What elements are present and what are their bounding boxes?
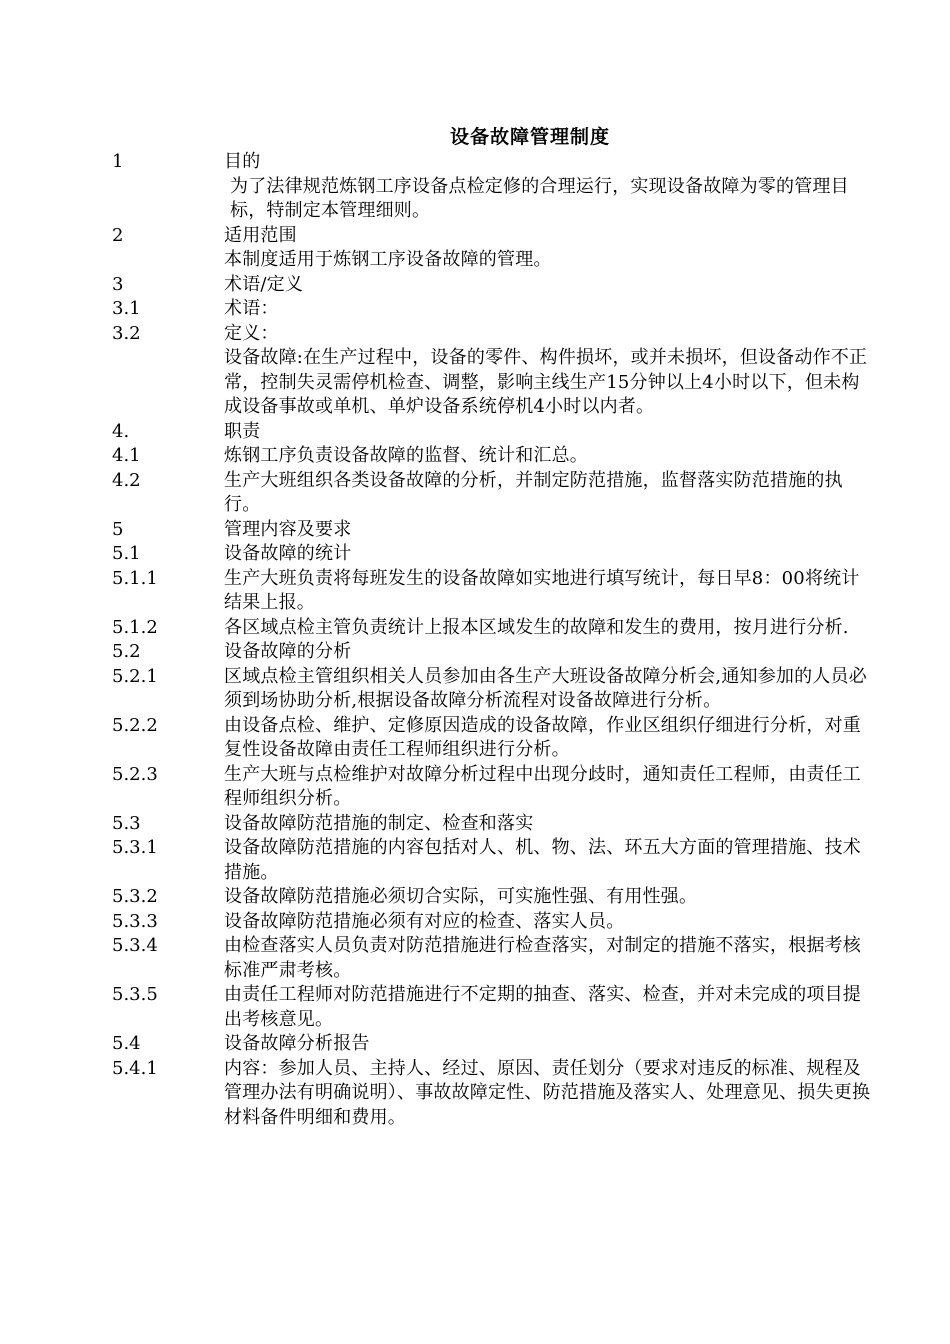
section-number: 5.1 xyxy=(112,543,141,564)
section-text: 适用范围 xyxy=(224,224,297,246)
section-row xyxy=(112,836,872,885)
section-text: 本制度适用于炼钢工序设备故障的管理。 xyxy=(224,249,552,270)
section-row xyxy=(112,763,872,812)
section-text: 目的 xyxy=(224,151,261,172)
section-number: 5.1.1 xyxy=(112,567,158,589)
section-text: 职责 xyxy=(224,420,261,442)
section-text: 由责任工程师对防范措施进行不定期的抽查、落实、检查，并对未完成的项目提出考核意见。 xyxy=(224,984,861,1030)
section-row xyxy=(112,420,872,445)
section-text: 设备故障的分析 xyxy=(224,641,352,662)
section-row xyxy=(112,444,872,469)
section-row xyxy=(112,983,872,1032)
section-text: 设备故障防范措施必须有对应的检查、落实人员。 xyxy=(224,910,625,932)
section-number: 5.2.2 xyxy=(112,714,158,736)
section-row xyxy=(112,248,872,273)
section-text: 设备故障防范措施的制定、检查和落实 xyxy=(224,812,534,834)
section-number: 1 xyxy=(112,151,124,172)
section-number: 5.2.3 xyxy=(112,763,158,785)
section-text: 管理内容及要求 xyxy=(224,518,352,540)
section-row xyxy=(112,1057,872,1131)
section-row xyxy=(112,175,872,224)
section-number: 3 xyxy=(112,273,124,295)
section-row xyxy=(112,322,872,347)
section-text: 设备故障防范措施必须切合实际，可实施性强、有用性强。 xyxy=(224,886,698,907)
section-row xyxy=(112,346,872,420)
section-number: 5.2 xyxy=(112,641,141,662)
section-row xyxy=(112,812,872,837)
section-row xyxy=(112,297,872,322)
section-number: 5.3.4 xyxy=(112,935,158,956)
section-number: 5.3.5 xyxy=(112,984,158,1005)
section-text: 区域点检主管组织相关人员参加由各生产大班设备故障分析会,通知参加的人员必须到场协助分析,根据设备故障分析流程对设备故障进行分析。 xyxy=(224,665,867,711)
section-text: 炼钢工序负责设备故障的监督、统计和汇总。 xyxy=(224,445,588,466)
section-row xyxy=(112,885,872,910)
section-number: 3.1 xyxy=(112,298,141,319)
section-text: 设备故障分析报告 xyxy=(224,1033,370,1054)
section-number: 5.3 xyxy=(112,812,141,834)
section-text: 术语： xyxy=(224,298,279,319)
section-text: 生产大班组织各类设备故障的分析，并制定防范措施，监督落实防范措施的执行。 xyxy=(224,469,843,515)
section-number: 4.1 xyxy=(112,445,141,466)
section-row xyxy=(112,910,872,935)
section-text: 设备故障:在生产过程中，设备的零件、构件损坏，或并未损坏，但设备动作不正常，控制失灵需停机检查、调整，影响主线生产15分钟以上4小时以下，但未构成设备事故或单机、单炉设备系统停机4小时以内者。 xyxy=(224,347,868,417)
section-number: 5.3.2 xyxy=(112,886,158,907)
section-row xyxy=(112,518,872,543)
section-text: 内容：参加人员、主持人、经过、原因、责任划分（要求对违反的标准、规程及管理办法有明确说明）、事故故障定性、防范措施及落实人、处理意见、损失更换材料备件明细和费用。 xyxy=(224,1057,871,1128)
section-row xyxy=(112,567,872,616)
section-number: 3.2 xyxy=(112,322,141,344)
section-text: 由设备点检、维护、定修原因造成的设备故障，作业区组织仔细进行分析，对重复性设备故障由责任工程师组织进行分析。 xyxy=(224,714,861,760)
section-text: 设备故障防范措施的内容包括对人、机、物、法、环五大方面的管理措施、技术措施。 xyxy=(224,837,861,883)
section-row xyxy=(112,640,872,665)
section-number: 5.1.2 xyxy=(112,616,158,638)
section-number: 4. xyxy=(112,420,130,442)
section-text: 设备故障的统计 xyxy=(224,543,352,564)
section-number: 5.3.1 xyxy=(112,837,158,858)
section-text: 生产大班负责将每班发生的设备故障如实地进行填写统计，每日早8：00将统计结果上报。 xyxy=(224,567,860,613)
section-row xyxy=(112,934,872,983)
section-number: 5.4.1 xyxy=(112,1057,158,1079)
section-text: 定义： xyxy=(224,322,279,344)
section-text: 生产大班与点检维护对故障分析过程中出现分歧时，通知责任工程师，由责任工程师组织分析。 xyxy=(224,763,861,809)
section-row xyxy=(112,469,872,518)
document-title: 设备故障管理制度 xyxy=(449,126,610,148)
section-number: 5.2.1 xyxy=(112,665,158,687)
section-number: 5 xyxy=(112,518,124,540)
section-number: 5.3.3 xyxy=(112,910,158,932)
section-row xyxy=(112,224,872,249)
section-text: 术语/定义 xyxy=(224,273,304,295)
section-text: 为了法律规范炼钢工序设备点检定修的合理运行，实现设备故障为零的管理目标，特制定本管理细则。 xyxy=(230,175,849,221)
section-number: 4.2 xyxy=(112,469,141,491)
section-number: 5.4 xyxy=(112,1033,141,1054)
section-row xyxy=(112,273,872,298)
section-row xyxy=(112,150,872,175)
section-row xyxy=(112,665,872,714)
section-row xyxy=(112,616,872,641)
document-body xyxy=(112,150,872,1130)
section-number: 2 xyxy=(112,224,124,246)
section-row xyxy=(112,714,872,763)
section-row xyxy=(112,542,872,567)
section-text: 由检查落实人员负责对防范措施进行检查落实，对制定的措施不落实，根据考核标准严肃考核。 xyxy=(224,935,861,981)
section-row xyxy=(112,1032,872,1057)
section-text: 各区域点检主管负责统计上报本区域发生的故障和发生的费用，按月进行分析. xyxy=(224,616,849,638)
